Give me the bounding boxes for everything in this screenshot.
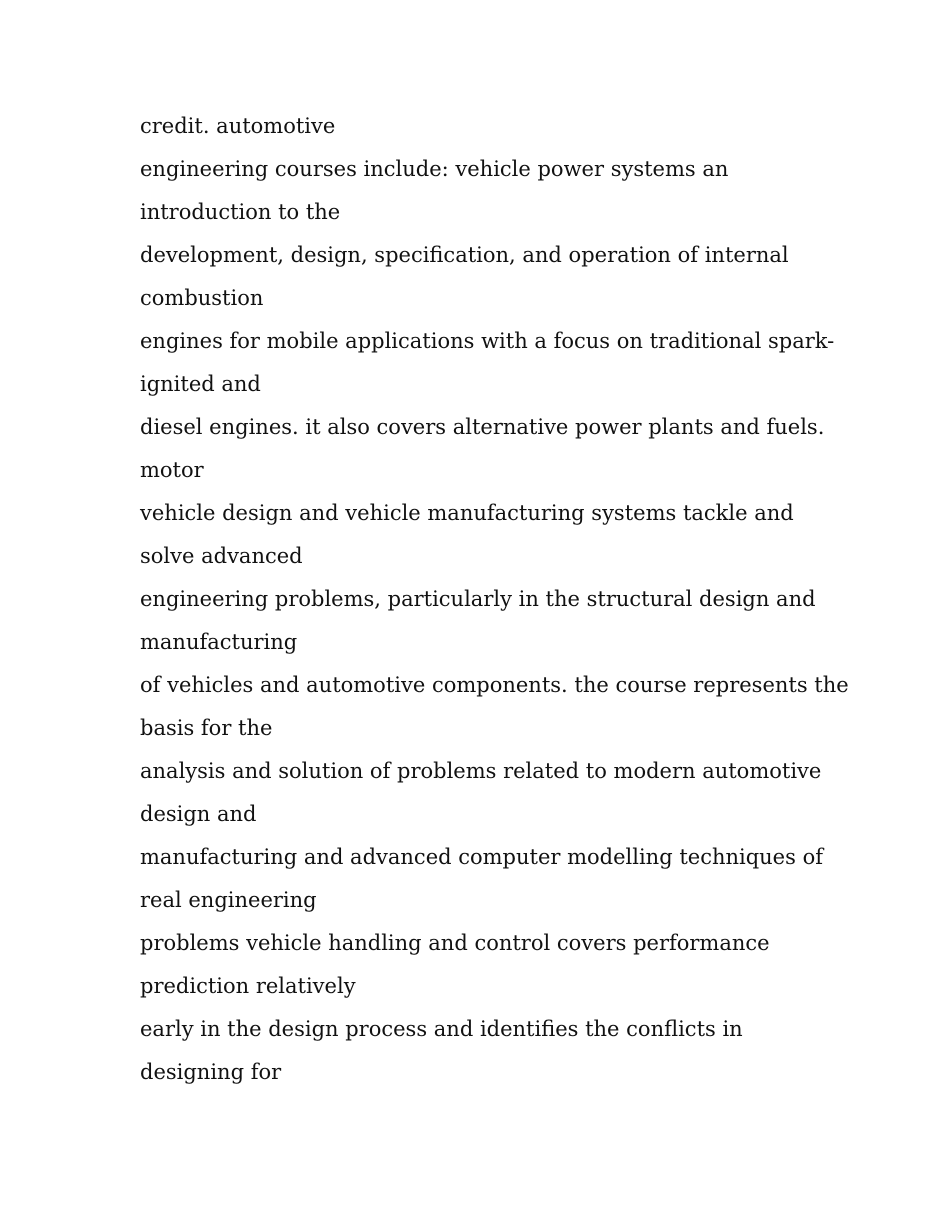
text-line: designing for: [140, 1060, 282, 1084]
text-line: early in the design process and identifies the conflicts in: [140, 1017, 743, 1041]
text-line: design and: [140, 802, 257, 826]
text-line: diesel engines. it also covers alternative power plants and fuels.: [140, 415, 825, 439]
text-line: manufacturing and advanced computer modelling techniques of: [140, 845, 823, 869]
text-line: ignited and: [140, 372, 261, 396]
text-line: development, design, specification, and operation of internal: [140, 243, 789, 267]
text-line: analysis and solution of problems related to modern automotive: [140, 759, 822, 783]
text-line: engineering problems, particularly in the structural design and: [140, 587, 816, 611]
text-line: motor: [140, 458, 204, 482]
text-line: problems vehicle handling and control covers performance: [140, 931, 770, 955]
text-line: manufacturing: [140, 630, 298, 654]
text-line: combustion: [140, 286, 264, 310]
text-line: credit. automotive: [140, 114, 336, 138]
text-line: prediction relatively: [140, 974, 356, 998]
text-line: engines for mobile applications with a focus on traditional spark-: [140, 329, 835, 353]
text-line: basis for the: [140, 716, 273, 740]
text-line: solve advanced: [140, 544, 303, 568]
text-line: engineering courses include: vehicle power systems an: [140, 157, 729, 181]
text-line: of vehicles and automotive components. the course represents the: [140, 673, 849, 697]
text-line: vehicle design and vehicle manufacturing systems tackle and: [140, 501, 794, 525]
text-line: real engineering: [140, 888, 317, 912]
body-text: [140, 105, 849, 1094]
text-line: introduction to the: [140, 200, 341, 224]
